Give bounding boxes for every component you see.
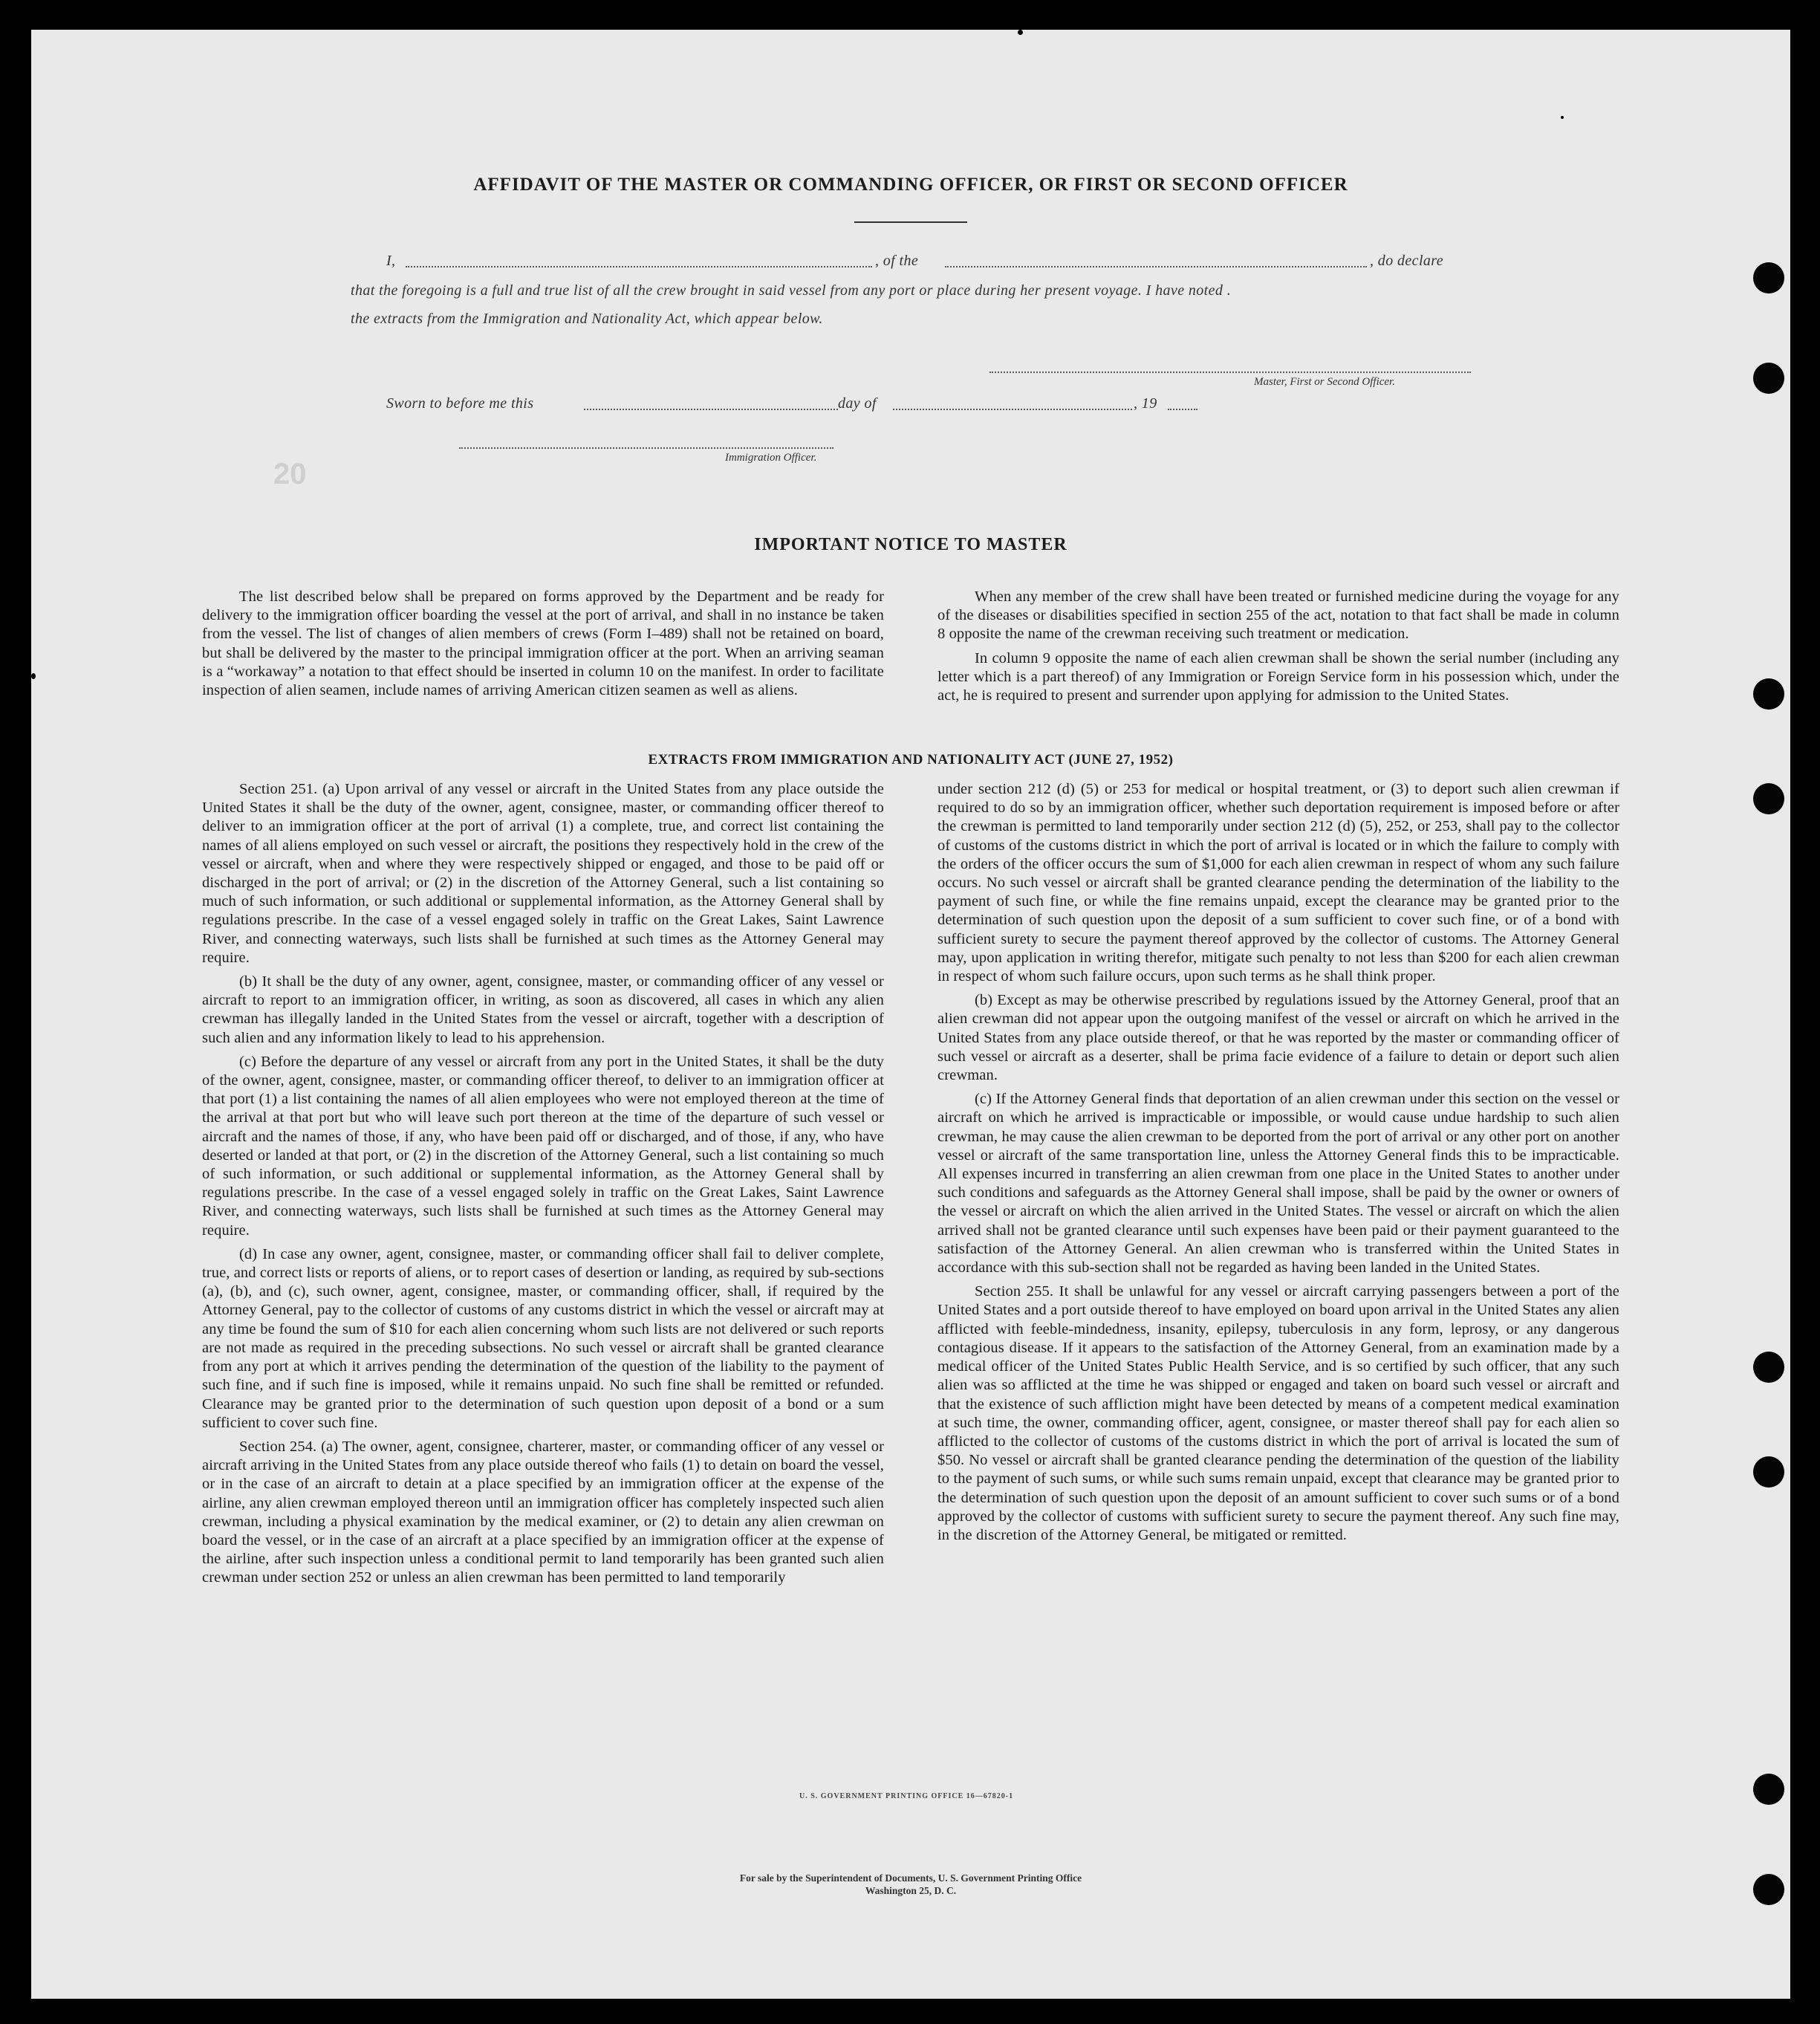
punch-hole [1753, 1352, 1784, 1383]
extracts-right-column [937, 780, 1619, 1550]
scan-speck [1018, 30, 1023, 35]
sworn-year-field[interactable] [1168, 409, 1197, 410]
notice-title: IMPORTANT NOTICE TO MASTER [754, 535, 1067, 554]
immigration-officer-signature-field[interactable] [459, 447, 833, 449]
day-of-label: day of [838, 395, 877, 412]
notice-paragraph: In column 9 opposite the name of each alien crewman shall be shown the serial number (including any letter which is a part thereof) of any Immigration or Foreign Service form in his possession which, under the act, he is required to present and surrender upon applying for admission to the United States. [937, 649, 1619, 704]
punch-hole [1753, 1774, 1784, 1805]
notice-left-column [202, 588, 884, 705]
sale-notice-line: For sale by the Superintendent of Documents, U. S. Government Printing Office [739, 1872, 1082, 1884]
sworn-label: Sworn to before me this [386, 395, 534, 412]
punch-hole [1753, 262, 1784, 293]
declarant-label: I, [386, 253, 396, 269]
sworn-month-field[interactable] [893, 409, 1132, 410]
punch-hole [1753, 363, 1784, 394]
year-label: , 19 [1134, 395, 1157, 412]
extracts-left-column [202, 780, 884, 1593]
sworn-day-field[interactable] [584, 409, 838, 410]
declarant-name-field[interactable] [406, 266, 872, 267]
affidavit-statement: that the foregoing is a full and true list of all the crew brought in said vessel from any port or place during her present voyage. I have noted . [351, 282, 1232, 299]
notice-paragraph: The list described below shall be prepared on forms approved by the Department and be ready for delivery to the immigration officer boarding the vessel at the port of arrival, and shall in no instance be taken from the vessel. The list of changes of alien members of crews (Form I–489) shall not be retained on board, but shall be delivered by the master to the principal immigration officer at the port. When an arriving seaman is a “workaway” a notation to that effect should be inserted in column 10 on the manifest. In order to facilitate inspection of alien seamen, include names of arriving American citizen seamen as well as aliens. [202, 588, 884, 699]
sale-notice [31, 1872, 1790, 1897]
act-paragraph: Section 255. It shall be unlawful for any vessel or aircraft carrying passengers between a port of the United States and a port outside thereof to have employed on board upon arrival in the United States any alien afflicted with feeble-mindedness, insanity, epilepsy, tuberculosis in any form, leprosy, or any dangerous contagious disease. If it appears to the satisfaction of the Attorney General, from an examination made by a medical officer of the United States Public Health Service, and is so certified by such officer, that any such alien was so afflicted at the time he was shipped or engaged and taken on board such vessel or aircraft and that the existence of such affliction might have been detected by means of a competent medical examination at such time, the owner, commanding officer, agent, consignee, or master thereof shall pay for each alien so afflicted to the collector of customs of the customs district in which the port of arrival is located the sum of $50. No vessel or aircraft shall be granted clearance pending the determination of the question of the liability to the payment of such sums, or while such sums remain unpaid, except that clearance may be granted prior to the determination of such question upon the deposit of an amount sufficient to cover such sums or of a bond approved by the collector of customs with sufficient surety to secure the payment thereof. Any such fine may, in the discretion of the Attorney General, be mitigated or remitted. [937, 1283, 1619, 1543]
affidavit-title: AFFIDAVIT OF THE MASTER OR COMMANDING OFFICER, OR FIRST OR SECOND OFFICER [473, 175, 1348, 195]
act-paragraph: (d) In case any owner, agent, consignee, master, or commanding officer shall fail to deliver complete, true, and correct lists or reports of aliens, or to report cases of desertion or landing, as required by sub-sections (a), (b), and (c), such owner, agent, consignee, master, or commanding officer, shall, if required by the Attorney General, pay to the collector of customs of any customs district in which the vessel or aircraft may at any time be found the sum of $10 for each alien concerning whom such lists are not delivered or such reports are not made as required in the preceding subsections. No such vessel or aircraft shall be granted clearance from any port at which it arrives pending the determination of the question of the liability to the payment of such fine, and if such fine is imposed, while it remains unpaid. No such fine shall be remitted or refunded. Clearance may be granted prior to the determination of such question upon deposit of a bond or a sum sufficient to cover such fine. [202, 1245, 884, 1431]
act-paragraph: under section 212 (d) (5) or 253 for medical or hospital treatment, or (3) to deport such alien crewman if required to do so by an immigration officer, whether such deportation requirement is imposed before or after the crewman is permitted to land temporarily under section 212 (d) (5), 252, or 253, shall pay to the collector of customs of the customs district in which the port of arrival is located or in which the failure to comply with the orders of the officer occurs the sum of $1,000 for each alien crewman in respect of whom any such failure occurs. No such vessel or aircraft shall be granted clearance pending the determination of the liability to the payment of such fine, or while the fine remains unpaid, except the clearance may be granted prior to the determination of such question upon the deposit of a sum sufficient to cover such fine, or of a bond with sufficient surety to secure the payment thereof approved by the collector of customs. The Attorney General may, upon application in writing therefor, mitigate such penalty to not less than $200 for each alien crewman in respect of whom such failure occurs, upon such terms as he shall think proper. [937, 781, 1619, 985]
vessel-name-field[interactable] [945, 266, 1367, 267]
notice-right-column [937, 588, 1619, 710]
sale-notice-address: Washington 25, D. C. [865, 1885, 957, 1896]
act-paragraph: (b) Except as may be otherwise prescribed by regulations issued by the Attorney General, proof that an alien crewman did not appear upon the outgoing manifest of the vessel or aircraft on which he arrived in the United States from any place outside thereof, or that he was reported by the master or commanding officer of such vessel or aircraft as a deserter, shall be prima facie evidence of a failure to detain or deport such alien crewman. [937, 992, 1619, 1084]
of-the-label: , of the [875, 253, 919, 269]
act-paragraph: (c) If the Attorney General finds that deportation of an alien crewman under this section on the vessel or aircraft on which he arrived is impracticable or impossible, or would cause undue hardship to such alien crewman, he may cause the alien crewman to be deported from the port of arrival or any other port on another vessel or aircraft of the same transportation line, unless the Attorney General finds this to be impracticable. All expenses incurred in transferring an alien crewman from one place in the United States to another under such conditions and safeguards as the Attorney General shall impose, shall be paid by the owner or owners of the vessel or aircraft on which the alien arrived in the United States. The vessel or aircraft on which the alien arrived shall not be granted clearance until such expenses have been paid or their payment guaranteed to the satisfaction of the Attorney General. An alien crewman who is transferred within the United States in accordance with this sub-section shall not be regarded as having been landed in the United States. [937, 1091, 1619, 1277]
form-page [31, 30, 1790, 1999]
punch-hole [1753, 678, 1784, 710]
stamp-mark: 20 [273, 458, 307, 490]
act-paragraph: Section 254. (a) The owner, agent, consignee, charterer, master, or commanding officer of any vessel or aircraft arriving in the United States from any place outside thereof who fails (1) to detain on board the vessel, or in the case of an aircraft to detain at a place specified by an immigration officer at the expense of the airline, any alien crewman employed thereon until an immigration officer has completely inspected such alien crewman, including a physical examination by the medical examiner, or (2) to detain any alien crewman on board the vessel, or in the case of an aircraft at a place specified by an immigration officer at the expense of the airline, after such inspection unless a conditional permit to land temporarily has been granted such alien crewman under section 252 or unless an alien crewman has been permitted to land temporarily [202, 1438, 884, 1586]
master-signature-field[interactable] [989, 372, 1471, 373]
do-declare-label: , do declare [1370, 253, 1444, 269]
punch-hole [1753, 783, 1784, 814]
scan-speck [1561, 116, 1564, 119]
printing-office-imprint: U. S. GOVERNMENT PRINTING OFFICE 16—67820-1 [799, 1792, 1014, 1800]
act-paragraph: (b) It shall be the duty of any owner, agent, consignee, master, or commanding officer of any vessel or aircraft to report to an immigration officer, in writing, as soon as discovered, all cases in which any alien crewman has illegally landed in the United States from the vessel or aircraft, together with a description of such alien and any information likely to lead to his apprehension. [202, 973, 884, 1046]
act-paragraph: Section 251. (a) Upon arrival of any vessel or aircraft in the United States from any place outside the United States it shall be the duty of the owner, agent, consignee, master, or commanding officer thereof to deliver to an immigration officer at the port of arrival (1) a complete, true, and correct list containing the names of all aliens employed on such vessel or aircraft, the positions they respectively hold in the crew of the vessel or aircraft, when and where they were respectively shipped or engaged, and those to be paid off or discharged in the port of arrival; or (2) in the discretion of the Attorney General, such a list containing so much of such information, or such additional or supplemental information, as the Attorney General shall by regulations prescribe. In the case of a vessel engaged solely in traffic on the Great Lakes, Saint Lawrence River, and connecting waterways, such lists shall be furnished at such times as the Attorney General may require. [202, 781, 884, 966]
punch-hole [1753, 1456, 1784, 1488]
title-rule [854, 221, 967, 223]
act-paragraph: (c) Before the departure of any vessel or aircraft from any port in the United States, it shall be the duty of the owner, agent, consignee, master, or commanding officer thereof, to deliver to an immigration officer at that port (1) a list containing the names of all alien employees who were not employed thereon at the time of the arrival at that port but who will leave such port thereon at the time of the departure of such vessel or aircraft and the names of those, if any, who have been paid off or discharged, and of those, if any, who have deserted or landed at that port, or (2) in the discretion of the Attorney General, such a list containing so much of such information, or such additional or supplemental information, as the Attorney General shall by regulations prescribe. In the case of a vessel engaged solely in traffic on the Great Lakes, Saint Lawrence River, and connecting waterways, such lists shall be furnished at such times as the Attorney General may require. [202, 1053, 884, 1239]
immigration-officer-label: Immigration Officer. [725, 452, 817, 464]
extracts-title: EXTRACTS FROM IMMIGRATION AND NATIONALITY ACT (JUNE 27, 1952) [648, 752, 1174, 768]
notice-paragraph: When any member of the crew shall have been treated or furnished medicine during the voyage for any of the diseases or disabilities specified in section 255 of the act, notation to that fact shall be made in column 8 opposite the name of the crewman receiving such treatment or medication. [937, 588, 1619, 643]
affidavit-statement-cont: the extracts from the Immigration and Nationality Act, which appear below. [351, 311, 823, 327]
scan-speck [31, 673, 36, 679]
master-signature-label: Master, First or Second Officer. [1254, 376, 1395, 388]
